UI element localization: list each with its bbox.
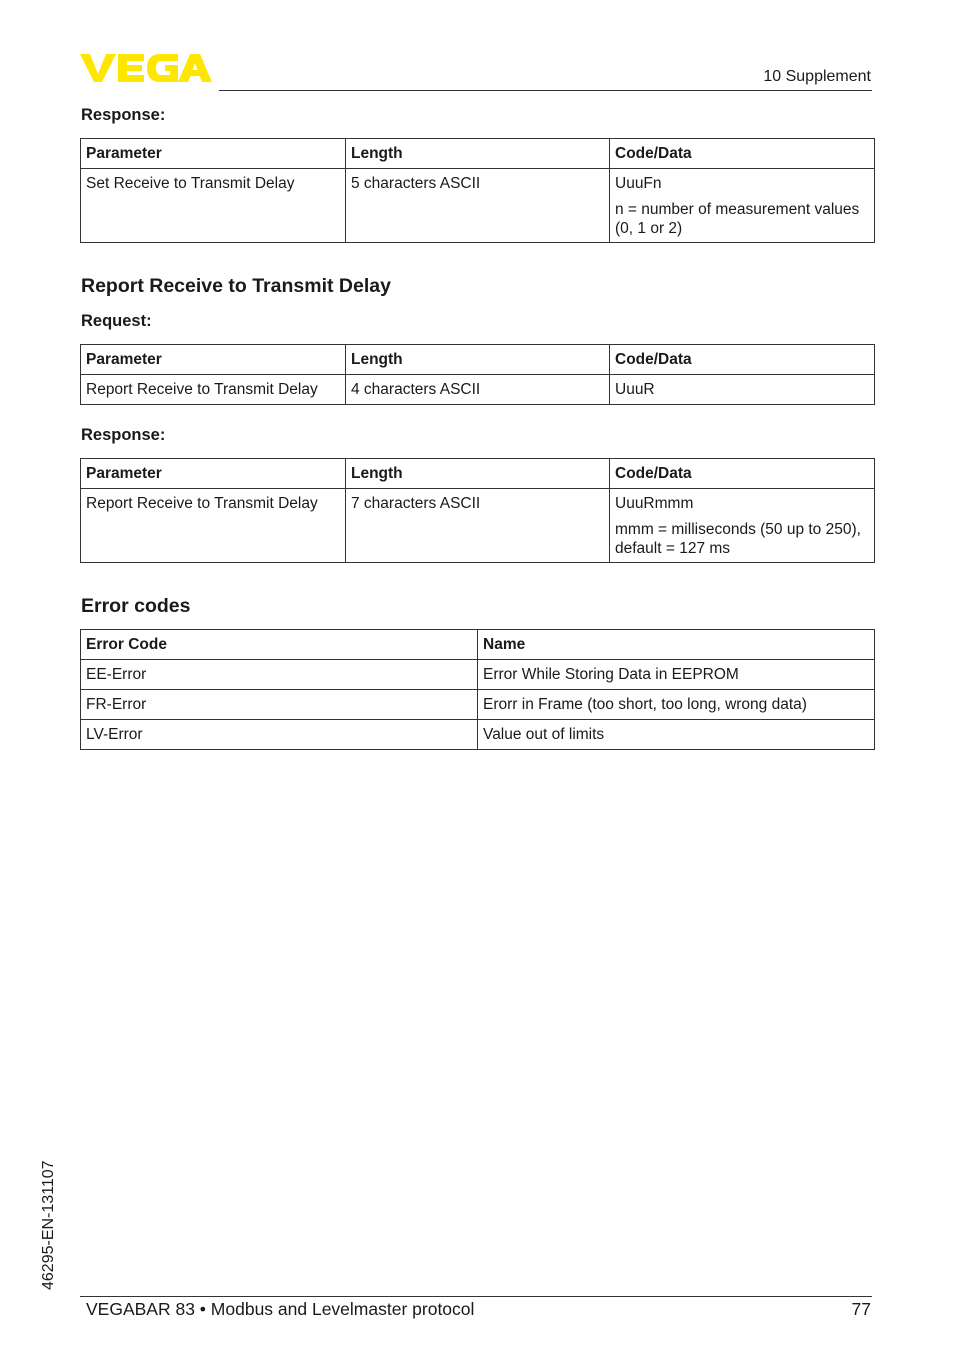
column-header: Code/Data — [610, 345, 875, 375]
code-note: n = number of measurement values (0, 1 or 2) — [615, 201, 860, 237]
set-response-table — [80, 138, 875, 243]
column-header: Error Code — [81, 630, 478, 660]
footer-title: VEGABAR 83 • Modbus and Levelmaster protocol — [86, 1299, 475, 1319]
vega-logo — [80, 52, 212, 84]
parameter-cell: Report Receive to Transmit Delay — [81, 489, 346, 563]
parameter-cell: Report Receive to Transmit Delay — [81, 375, 346, 405]
error-codes-title: Error codes — [81, 595, 191, 617]
code-cell — [610, 169, 875, 243]
section-label: 10 Supplement — [763, 68, 871, 85]
report-section-title: Report Receive to Transmit Delay — [81, 275, 391, 297]
report-response-label: Response: — [81, 426, 166, 444]
column-header: Code/Data — [610, 139, 875, 169]
table-row — [81, 690, 875, 720]
error-name-cell: Value out of limits — [478, 720, 875, 750]
set-response-label: Response: — [81, 106, 166, 124]
column-header: Length — [346, 459, 610, 489]
column-header: Name — [478, 630, 875, 660]
code-value: UuuFn — [615, 175, 662, 192]
request-label: Request: — [81, 312, 152, 330]
table-header-row — [81, 459, 875, 489]
code-cell: UuuR — [610, 375, 875, 405]
error-code-cell: EE-Error — [81, 660, 478, 690]
column-header: Parameter — [81, 139, 346, 169]
report-request-table — [80, 344, 875, 405]
table-header-row — [81, 139, 875, 169]
error-name-cell: Error While Storing Data in EEPROM — [478, 660, 875, 690]
length-cell: 5 characters ASCII — [346, 169, 610, 243]
table-row — [81, 489, 875, 563]
length-cell: 4 characters ASCII — [346, 375, 610, 405]
error-code-cell: LV-Error — [81, 720, 478, 750]
header-rule — [219, 90, 872, 91]
report-response-table — [80, 458, 875, 563]
length-cell: 7 characters ASCII — [346, 489, 610, 563]
parameter-cell: Set Receive to Transmit Delay — [81, 169, 346, 243]
table-row — [81, 375, 875, 405]
vega-logo-mark — [80, 52, 212, 84]
table-row — [81, 169, 875, 243]
column-header: Length — [346, 345, 610, 375]
error-name-cell: Erorr in Frame (too short, too long, wrong data) — [478, 690, 875, 720]
table-row — [81, 660, 875, 690]
column-header: Code/Data — [610, 459, 875, 489]
error-code-cell: FR-Error — [81, 690, 478, 720]
table-row — [81, 720, 875, 750]
document-code: 46295-EN-131107 — [40, 1160, 57, 1290]
column-header: Length — [346, 139, 610, 169]
footer-rule — [80, 1296, 872, 1297]
table-header-row — [81, 345, 875, 375]
code-note: mmm = milliseconds (50 up to 250), default = 127 ms — [615, 521, 861, 557]
page-number: 77 — [851, 1299, 871, 1319]
column-header: Parameter — [81, 345, 346, 375]
table-header-row — [81, 630, 875, 660]
error-codes-table — [80, 629, 875, 750]
column-header: Parameter — [81, 459, 346, 489]
code-cell — [610, 489, 875, 563]
code-value: UuuRmmm — [615, 495, 694, 512]
